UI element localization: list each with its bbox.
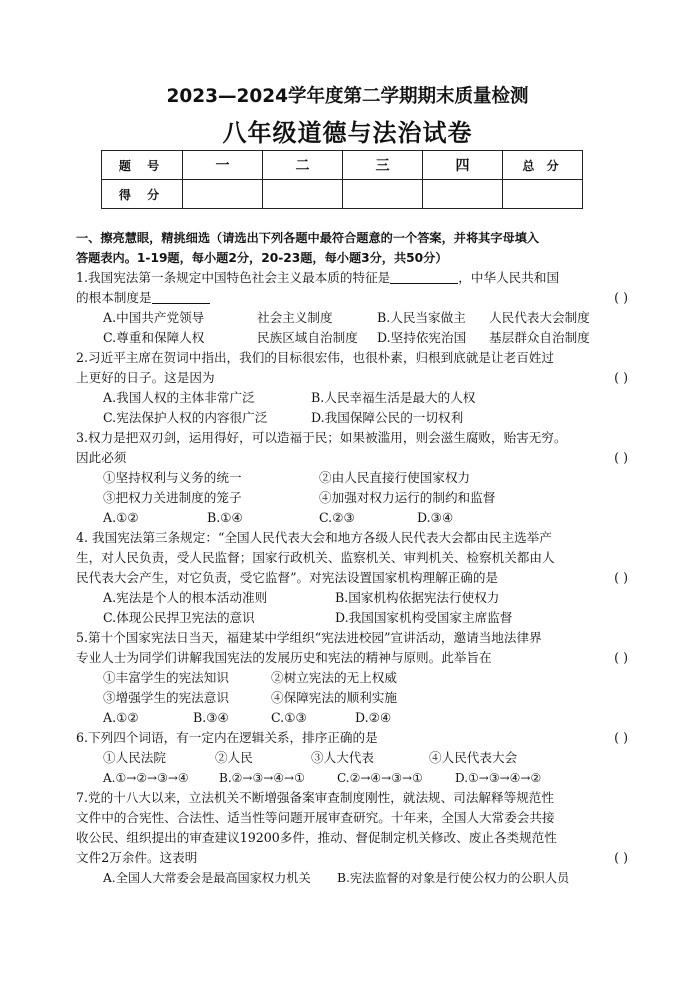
- answer-bracket: ( ): [614, 850, 628, 865]
- question-2: 2.习近平主席在贺词中指出，我们的目标很宏伟，也很朴素，归根到底就是让老百姓过: [76, 350, 554, 365]
- question-7: 7.党的十八大以来，立法机关不断增强备案审查制度刚性，就法规、司法解释等规范性: [76, 790, 554, 805]
- question-body: 一、擦亮慧眼，精挑细选（请选出下列各题中最符合题意的一个答案，并将其字母填入 答题表内。1-19题，每小题2分，20-23题，每小题3分，共50分） 1.我国宪法第一条规定中国特色社会主义最本质的特征是 ，中华人民共和国 的根本制度是 ( ) A.中国共产党领导 社会主义制度 B.人民当家做主 人民代表大会制度 C.尊重和保障人权 民族区域自治制度 D.坚持依宪治国 基层群众自治制度 2.习近平主席在贺词中指出，我们的目标很宏伟，也很朴素，归根到底就是让老百姓过 上更好的日子。这是因为 ( ) A.我国人权的主体非常广泛 B.人民幸福生活是最大的人权 C.宪法保护人权的内容很广泛 D.我国保障公民的一切权利 3.权力是把双刃剑，运用得好，可以造福于民；如果被滥用，则会滋生腐败，贻害无穷。 因此必须 ( ) ①坚持权利与义务的统一 ②由人民直接行使国家权力 ③把权力关进制度的笼子 ④加强对权力运行的制约和监督 A.①② B.①④ C.②③ D.③④ 4. 我国宪法第三条规定：“全国人民代表大会和地方各级人民代表大会都由民主选举产 生，对人民负责，受人民监督；国家行政机关、监察机关、审判机关、检察机关都由人 民代表大会产生，对它负责，受它监督”。对宪法设置国家机构理解正确的是 ( ) A.宪法是个人的根本活动准则 B.国家机构依据宪法行使权力 C.体现公民捍卫宪法的意识 D.我国国家机构受国家主席监督 5.第十个国家宪法日当天，福建某中学组织“宪法进校园”宣讲活动，邀请当地法律界 专业人士为同学们讲解我国宪法的发展历史和宪法的精神与原则。此举旨在 ( ) ①丰富学生的宪法知识 ②树立宪法的无上权威 ③增强学生的宪法意识 ④保障宪法的顺利实施 A.①② B.③④ C.①③ D.②④ 6.下列四个词语，有一定内在逻辑关系，排序正确的是 ( ) ①人民法院 ②人民 ③人大代表 ④人民代表大会 A.①→②→③→④ B.②→③→④→① C.②→④→③→① D.①→③→④→② 7.党的十八大以来，立法机关不断增强备案审查制度刚性，就法规、司法解释等规范性 文件中的合宪性、合法性、适当性等问题开展审查研究。十年来，全国人大常委会共接 收公民、组织提出的审查建议19200多件，推动、督促制定机关修改、废止各类规范性 文件2万余件。这表明 ( ) A.全国人大常委会是最高国家权力机关 B.宪法监督的对象是行使公权力的公职人员: [76, 228, 632, 888]
- score-cell-section-2: 二: [263, 151, 343, 180]
- question-5-statements: ①丰富学生的宪法知识 ②树立宪法的无上权威: [103, 670, 397, 685]
- question-6: 6.下列四个词语，有一定内在逻辑关系，排序正确的是 ( ): [76, 728, 632, 748]
- score-input-2[interactable]: [263, 180, 343, 209]
- answer-bracket: ( ): [614, 570, 628, 585]
- question-3: 3.权力是把双刃剑，运用得好，可以造福于民；如果被滥用，则会滋生腐败，贻害无穷。: [76, 430, 567, 445]
- answer-blank: [152, 289, 210, 304]
- score-table: [101, 150, 583, 209]
- question-1-options: A.中国共产党领导 社会主义制度 B.人民当家做主 人民代表大会制度: [103, 310, 590, 325]
- score-input-3[interactable]: [343, 180, 423, 209]
- question-5-options: A.①② B.③④ C.①③ D.②④: [103, 710, 392, 725]
- question-6-terms: ①人民法院 ②人民 ③人大代表 ④人民代表大会: [103, 750, 518, 765]
- question-3-options: A.①② B.①④ C.②③ D.③④: [103, 510, 454, 525]
- question-1: 1.我国宪法第一条规定中国特色社会主义最本质的特征是 ，中华人民共和国: [76, 270, 560, 285]
- score-row-label: 得 分: [102, 180, 183, 209]
- score-input-total[interactable]: [503, 180, 583, 209]
- question-3-statements: ①坚持权利与义务的统一 ②由人民直接行使国家权力: [103, 470, 471, 485]
- score-cell-label: 题 号: [102, 151, 183, 180]
- section-heading: 一、擦亮慧眼，精挑细选（请选出下列各题中最符合题意的一个答案，并将其字母填入: [76, 231, 540, 245]
- score-cell-section-4: 四: [423, 151, 503, 180]
- question-7-options: A.全国人大常委会是最高国家权力机关 B.宪法监督的对象是行使公权力的公职人员: [103, 871, 570, 885]
- question-2-options: A.我国人权的主体非常广泛 B.人民幸福生活是最大的人权: [103, 390, 476, 405]
- exam-subject-title: 八年级道德与法治试卷: [222, 119, 473, 147]
- score-input-4[interactable]: [423, 180, 503, 209]
- answer-bracket: ( ): [614, 730, 628, 745]
- answer-blank: [390, 269, 458, 284]
- question-6-options: A.①→②→③→④ B.②→③→④→① C.②→④→③→① D.①→③→④→②: [103, 771, 542, 785]
- question-4: 4. 我国宪法第三条规定：“全国人民代表大会和地方各级人民代表大会都由民主选举产: [76, 530, 552, 545]
- score-cell-section-1: 一: [183, 151, 263, 180]
- score-cell-section-3: 三: [343, 151, 423, 180]
- answer-bracket: ( ): [614, 290, 628, 305]
- score-table-score-row: [102, 180, 583, 209]
- exam-term-title: 2023—2024学年度第二学期期末质量检测: [166, 86, 529, 107]
- score-cell-total: 总 分: [503, 151, 583, 180]
- score-input-1[interactable]: [183, 180, 263, 209]
- answer-bracket: ( ): [614, 450, 628, 465]
- question-5: 5.第十个国家宪法日当天，福建某中学组织“宪法进校园”宣讲活动，邀请当地法律界: [76, 630, 542, 645]
- section-heading-cont: 答题表内。1-19题，每小题2分，20-23题，每小题3分，共50分）: [76, 251, 448, 265]
- question-4-options: A.宪法是个人的根本活动准则 B.国家机构依据宪法行使权力: [103, 590, 500, 605]
- score-table-header-row: [102, 151, 583, 180]
- answer-bracket: ( ): [614, 370, 628, 385]
- answer-bracket: ( ): [614, 650, 628, 665]
